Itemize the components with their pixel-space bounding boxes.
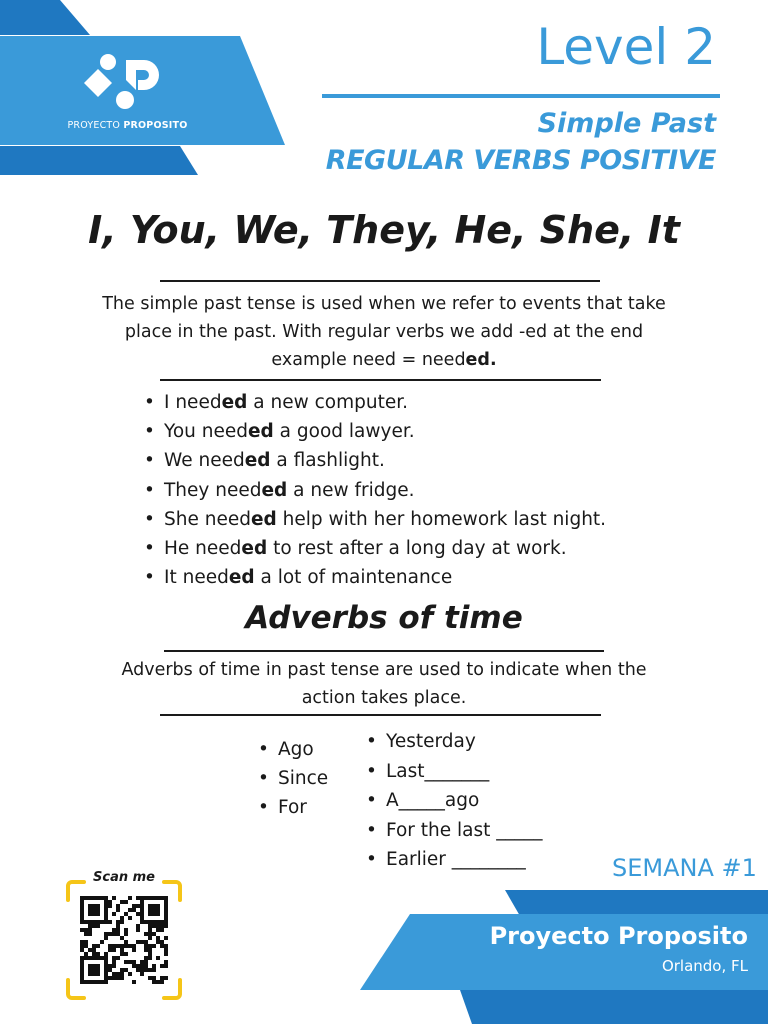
level-title: Level 2 — [536, 18, 716, 76]
list-item: • She needed help with her homework last night. — [142, 505, 606, 534]
list-item: • Yesterday — [364, 727, 543, 757]
subtitle-regular-verbs: REGULAR VERBS POSITIVE — [325, 145, 716, 176]
pronouns-title: I, You, We, They, He, She, It — [88, 208, 680, 252]
example-list — [142, 388, 606, 592]
list-item: • They needed a new fridge. — [142, 476, 606, 505]
brand-bold: PROPOSITO — [123, 120, 188, 131]
list-item: • For the last _____ — [364, 816, 543, 846]
divider — [160, 379, 601, 381]
intro-line: action takes place. — [301, 688, 467, 708]
divider — [164, 650, 604, 652]
intro-text — [70, 290, 698, 374]
list-item: • Since — [256, 764, 328, 793]
adverbs-intro — [80, 656, 688, 712]
intro-line-bold: ed. — [465, 350, 497, 370]
divider — [160, 714, 601, 716]
brand-name — [40, 120, 215, 131]
intro-line: The simple past tense is used when we refer to events that take — [102, 294, 666, 314]
list-item: • You needed a good lawyer. — [142, 417, 606, 446]
list-item: • Ago — [256, 735, 328, 764]
divider — [160, 280, 600, 282]
header-divider — [322, 94, 720, 98]
list-item: • Earlier ________ — [364, 845, 543, 875]
adverbs-left-list — [256, 735, 328, 822]
subtitle-simple-past: Simple Past — [537, 108, 716, 139]
intro-line: place in the past. With regular verbs we add -ed at the end — [124, 322, 644, 342]
list-item: • A_____ago — [364, 786, 543, 816]
list-item: • It needed a lot of maintenance — [142, 563, 606, 592]
brand-prefix: PROYECTO — [67, 120, 121, 131]
list-item: • He needed to rest after a long day at work. — [142, 534, 606, 563]
adverbs-right-list — [364, 727, 543, 875]
adverbs-title: Adverbs of time — [245, 600, 523, 636]
intro-line-text: example need = need — [271, 350, 466, 370]
brand-logo-icon — [80, 52, 170, 114]
list-item: • We needed a flashlight. — [142, 446, 606, 475]
list-item: • I needed a new computer. — [142, 388, 606, 417]
list-item: • Last_______ — [364, 757, 543, 787]
qr-code-icon — [80, 896, 168, 984]
scan-me-label: Scan me — [93, 870, 155, 885]
footer-city: Orlando, FL — [661, 957, 748, 975]
intro-line: Adverbs of time in past tense are used to indicate when the — [121, 660, 647, 680]
list-item: • For — [256, 793, 328, 822]
qr-code-block[interactable] — [64, 866, 184, 1002]
week-label: SEMANA #1 — [612, 854, 757, 882]
intro-line — [70, 346, 698, 374]
footer-org-name: Proyecto Proposito — [489, 922, 748, 950]
